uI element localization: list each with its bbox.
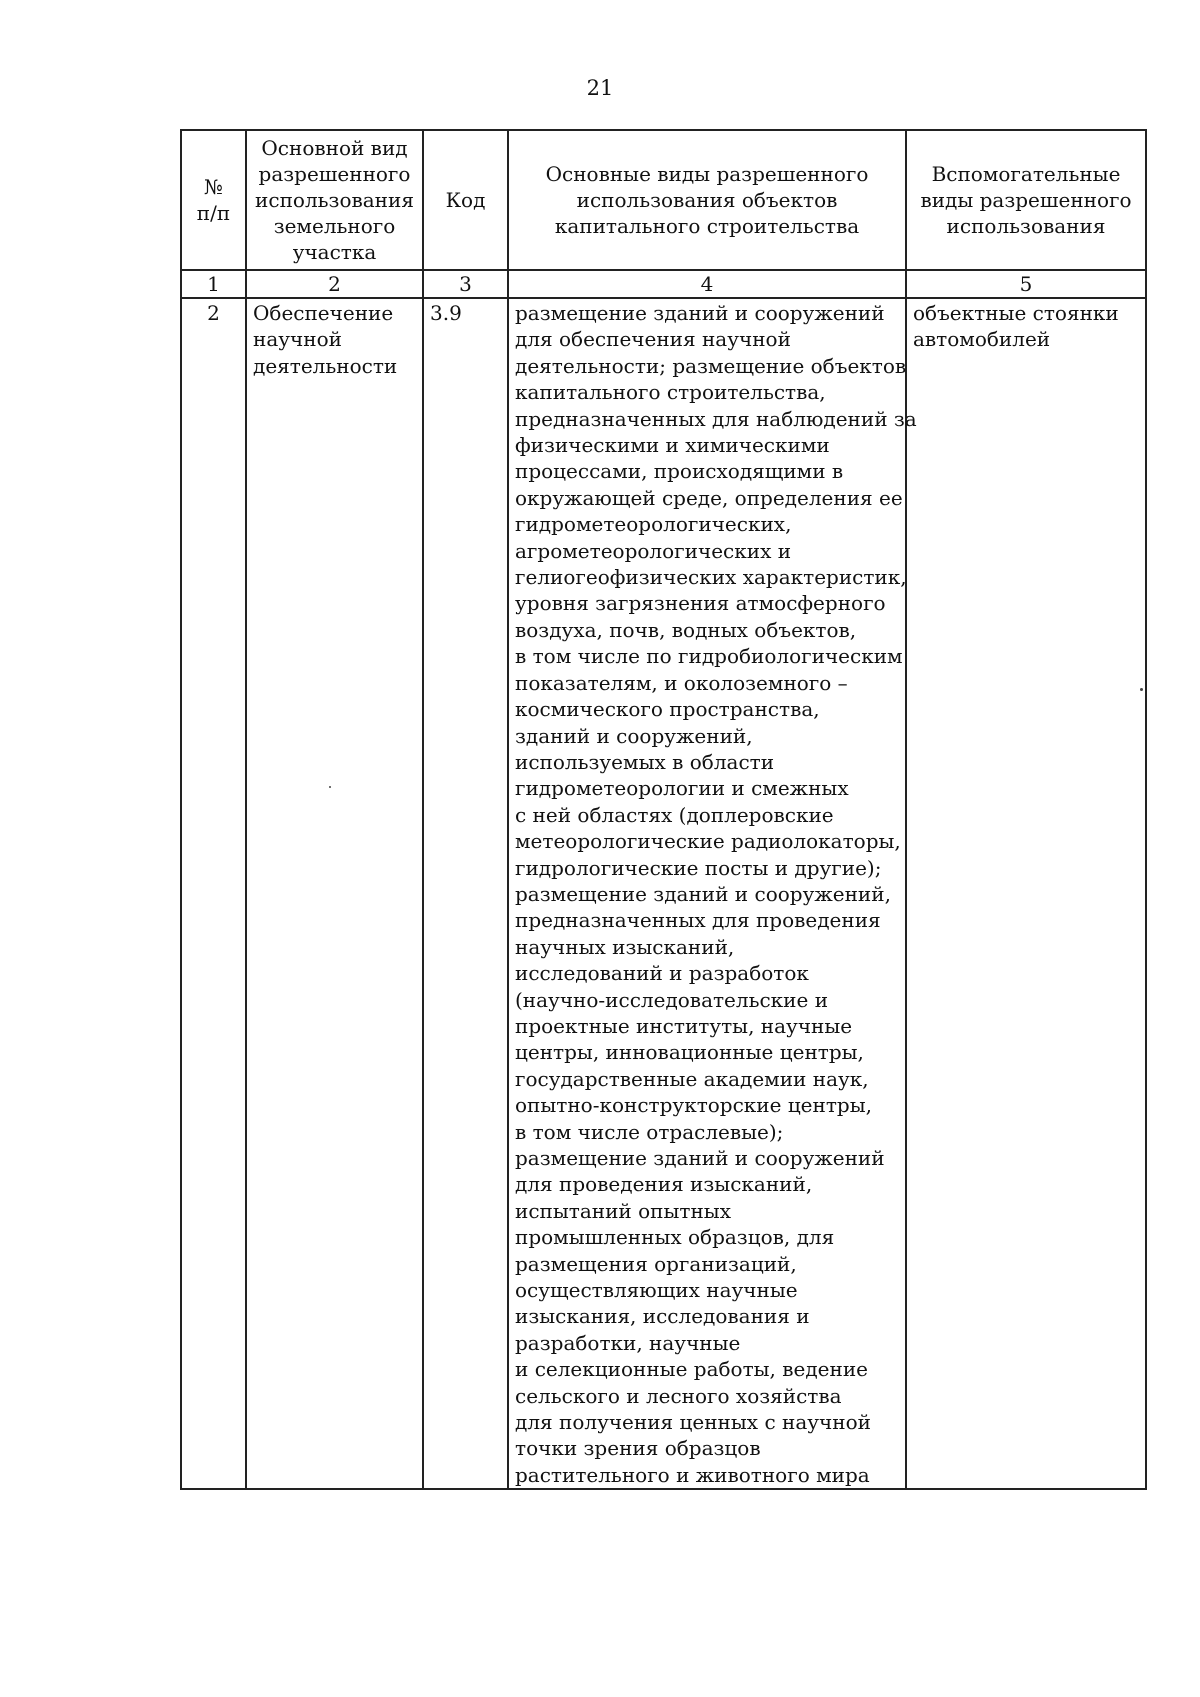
- text-line: деятельности: [253, 353, 398, 378]
- text-line: для получения ценных с научной: [515, 1410, 871, 1435]
- text-line: использования: [255, 188, 414, 212]
- main-uses-cell: [508, 298, 917, 1489]
- text-line: п/п: [196, 201, 231, 225]
- column-number: 4: [508, 270, 906, 298]
- text-line: деятельности; размещение объектов: [515, 353, 907, 378]
- text-line: и селекционные работы, ведение: [515, 1357, 869, 1382]
- text-line: процессами, происходящими в: [515, 459, 844, 484]
- text-line: гидрологические посты и другие);: [515, 855, 882, 880]
- text-line: Обеспечение: [253, 301, 394, 325]
- text-line: воздуха, почв, водных объектов,: [515, 617, 857, 642]
- auxiliary-uses-cell: [906, 298, 1146, 1489]
- text-line: капитального строительства: [554, 214, 860, 238]
- text-line: использования: [946, 214, 1106, 238]
- text-line: предназначенных для наблюдений за: [515, 406, 917, 431]
- text-line: опытно-конструкторские центры,: [515, 1093, 872, 1118]
- text-line: размещение зданий и сооружений: [515, 1146, 885, 1170]
- text-line: размещение зданий и сооружений,: [515, 881, 891, 906]
- text-line: разработки, научные: [515, 1330, 741, 1355]
- text-line: проектные институты, научные: [515, 1013, 853, 1038]
- text-line: Вспомогательные: [931, 162, 1121, 186]
- header-auxiliary-uses: [906, 130, 1146, 270]
- text-line: Основные виды разрешенного: [545, 162, 869, 186]
- text-line: растительного и животного мира: [515, 1462, 870, 1487]
- text-line: научной: [253, 327, 342, 352]
- column-number: 3: [423, 270, 508, 298]
- text-line: участка: [292, 240, 377, 264]
- text-line: разрешенного: [258, 162, 411, 186]
- text-line: государственные академии наук,: [515, 1066, 869, 1091]
- text-line: капитального строительства,: [515, 380, 826, 405]
- text-line: №: [204, 175, 223, 199]
- text-line: сельского и лесного хозяйства: [515, 1383, 842, 1408]
- column-number: 5: [906, 270, 1146, 298]
- table-row: [181, 298, 1146, 1489]
- page-number: 21: [586, 76, 614, 100]
- text-line: исследований и разработок: [515, 961, 809, 986]
- text-line: для обеспечения научной: [515, 327, 791, 352]
- text-line: Основной вид: [261, 136, 408, 160]
- header-main-uses: [508, 130, 906, 270]
- text-line: с ней областях (доплеровские: [515, 802, 834, 827]
- text-line: в том числе отраслевые);: [515, 1119, 784, 1144]
- text-line: (научно-исследовательские и: [515, 987, 829, 1012]
- text-line: уровня загрязнения атмосферного: [515, 591, 886, 616]
- land-use-table: [180, 129, 1147, 1490]
- text-line: изыскания, исследования и: [515, 1304, 810, 1329]
- text-line: в том числе по гидробиологическим: [515, 644, 903, 669]
- header-row: [181, 130, 1146, 270]
- text-line: метеорологические радиолокаторы,: [515, 829, 901, 854]
- scan-speck: [329, 786, 331, 788]
- code-cell: 3.9: [423, 298, 508, 1489]
- text-line: Код: [445, 188, 486, 212]
- text-line: агрометеорологических и: [515, 538, 792, 563]
- text-line: используемых в области: [515, 749, 775, 774]
- column-number: 2: [246, 270, 423, 298]
- text-line: промышленных образцов, для: [515, 1225, 835, 1250]
- text-line: для проведения изысканий,: [515, 1172, 813, 1197]
- column-number-row: [181, 270, 1146, 298]
- text-line: точки зрения образцов: [515, 1436, 761, 1461]
- header-number: [181, 130, 246, 270]
- text-line: научных изысканий,: [515, 934, 735, 959]
- text-line: космического пространства,: [515, 697, 820, 722]
- text-line: предназначенных для проведения: [515, 908, 881, 933]
- text-line: использования объектов: [576, 188, 838, 212]
- row-number: 2: [181, 298, 246, 1489]
- header-code: [423, 130, 508, 270]
- header-land-use-type: [246, 130, 423, 270]
- text-line: земельного: [273, 214, 396, 238]
- land-use-type: [246, 298, 423, 1489]
- scan-speck: [1140, 688, 1143, 691]
- text-line: размещения организаций,: [515, 1251, 797, 1276]
- text-line: окружающей среде, определения ее: [515, 485, 903, 510]
- text-line: гелиогеофизических характеристик,: [515, 565, 907, 590]
- text-line: виды разрешенного: [920, 188, 1132, 212]
- text-line: размещение зданий и сооружений: [515, 301, 885, 325]
- text-line: показателям, и околоземного –: [515, 670, 848, 695]
- text-line: гидрометеорологических,: [515, 512, 792, 537]
- column-number: 1: [181, 270, 246, 298]
- text-line: гидрометеорологии и смежных: [515, 776, 849, 801]
- text-line: автомобилей: [913, 327, 1051, 352]
- text-line: физическими и химическими: [515, 433, 830, 458]
- text-line: объектные стоянки: [913, 301, 1119, 325]
- text-line: зданий и сооружений,: [515, 723, 753, 748]
- text-line: центры, инновационные центры,: [515, 1040, 864, 1065]
- text-line: осуществляющих научные: [515, 1278, 798, 1303]
- text-line: испытаний опытных: [515, 1198, 731, 1223]
- table-header: [181, 130, 1146, 298]
